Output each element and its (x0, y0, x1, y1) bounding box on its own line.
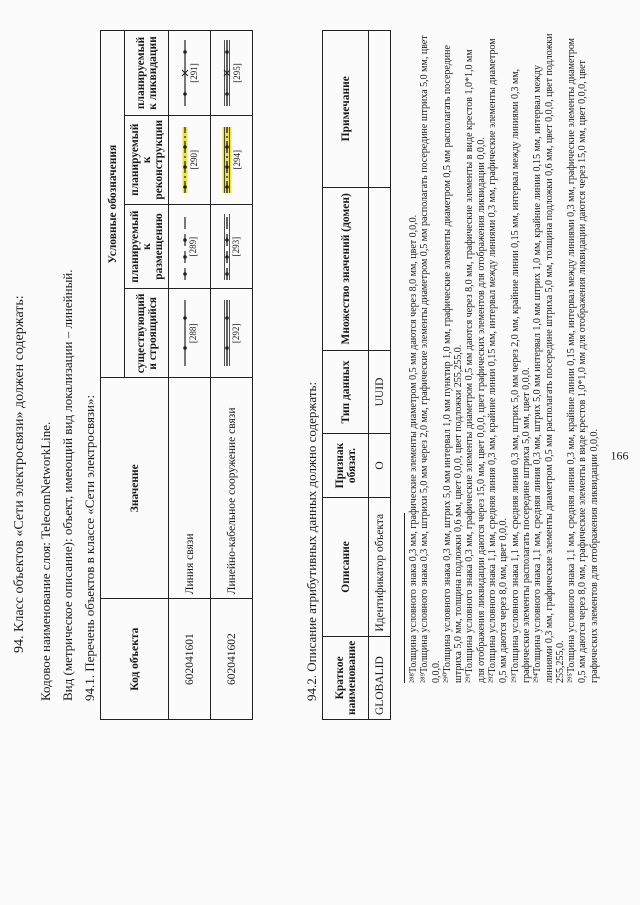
symbol-cell (169, 289, 211, 378)
attr-type: UUID (369, 351, 391, 434)
footnote-ref: [295] (231, 63, 242, 83)
col-meaning: Значение (101, 378, 169, 599)
symbol-cell (169, 31, 211, 116)
objects-table (100, 30, 253, 720)
symbol-line-recon (181, 125, 189, 195)
footnote-289: ²⁸⁹Толщина условного знака 0,3 мм, штрихи 5,0 мм через 2,0 мм, графические элементы диаметром 0,5 мм располагать посередине штриха 5,0 мм, цвет 0,0,0. (419, 35, 442, 683)
footnote-ref: [291] (188, 63, 199, 83)
symbol-cell (211, 289, 253, 378)
object-meaning: Линейно-кабельное сооружение связи (211, 378, 253, 599)
footnote-294: ²⁹⁴Толщина условного знака 1,1 мм, средняя линия 0,3 мм, штрих 5,0 мм интервал 1,0 мм штрих 1,0 мм, крайние линии 0,15 мм, интервал между линиями 0,3 мм, графические элементы диаметром 0,5 мм располагать посередине штриха 5,0 мм, толщина подложки 0,6 мм, цвет 0,0,0, цвет подложки 255,255,0. (532, 33, 566, 683)
symbol-cell (211, 31, 253, 116)
attr-desc: Идентификатор объекта (369, 498, 391, 636)
footnote-ref: [293] (230, 236, 241, 257)
col-existing: существующий и строящийся (125, 289, 169, 378)
footnote-ref: [290] (188, 150, 199, 170)
footnote-295: ²⁹⁵Толщина условного знака 1,1 мм, средняя линия 0,3 мм, крайние линии 0,15 мм, интервал между линиями 0,3 мм, графические элементы диаметром 0,5 мм даются через 8,0 мм, графические элементы в виде крестов 1,0*1,0 мм для отображения ликвидации даются через 15,0 мм, цвет 0,0,0, цвет графических элементов для отображения ликвидации 0,0,0. (566, 37, 600, 683)
objects-list-title: 94.1. Перечень объектов в классе «Сети электросвязи»: (82, 394, 97, 701)
class-heading: 94. Класс объектов «Сети электросвязи» должен содержать: (12, 295, 27, 653)
symbol-cell (169, 204, 211, 289)
attr-short: GLOBALID (369, 636, 391, 719)
footnote-290: ²⁹⁰Толщина условного знака 0,3 мм, штрих 5,0 мм интервал 1,0 мм пунктир 1,0 мм, графические элементы диаметром 0,5 мм располагать посередине штриха 5,0 мм, толщина подложки 0,6 мм, цвет 0,0,0, цвет подложки 255,255,0. (441, 45, 465, 683)
geometry-view: Вид (метрическое описание): объект, имеющий вид локализации – линейный. (60, 269, 75, 701)
attr-required: О (369, 433, 391, 497)
symbol-cable-recon (222, 125, 232, 195)
symbol-cell (211, 204, 253, 289)
col-domain: Множество значений (домен) (323, 187, 369, 351)
footnote-293: ²⁹³Толщина условного знака 1,1 мм, средняя линия 0,3 мм, штрих 5,0 мм через 2,0 мм, крайние линии 0,15 мм, интервал между линиями 0,3 мм, графические элементы располагать посередине штриха 5,0 мм, цвет 0,0,0. (509, 68, 532, 683)
col-description: Описание (323, 498, 369, 636)
attr-title: 94.2. Описание атрибутивных данных должно содержать: (304, 381, 319, 701)
col-planned-liq: планируемый к ликвидации (125, 31, 169, 116)
footnote-ref: [294] (231, 150, 242, 170)
object-meaning: Линия связи (169, 378, 211, 599)
footnote-ref: [292] (230, 323, 241, 344)
table-row (211, 31, 253, 720)
attributes-table (322, 30, 391, 720)
footnote-ref: [289] (187, 236, 198, 257)
table-row (169, 31, 211, 720)
symbol-cell (169, 115, 211, 204)
col-data-type: Тип данных (323, 351, 369, 434)
col-planned-place: планируемый к размещению (125, 204, 169, 289)
symbol-cable-liquidation (222, 38, 232, 108)
attr-domain (369, 187, 391, 351)
layer-code: Кодовое наименование слоя: TelecomNetworkLine. (38, 421, 53, 701)
footnote-ref: [288] (187, 323, 198, 344)
symbol-cable-existing (223, 298, 231, 368)
footnote-292: ²⁹²Толщина условного знака 1,1 мм, средняя линия 0,3 мм, крайние линии 0,15 мм, интервал между линиями 0,3 мм, графические элементы диаметром 0,5 мм даются через 8,0 мм, цвет 0,0,0. (487, 38, 510, 683)
symbol-line-liquidation (181, 38, 189, 108)
footnote-separator (404, 513, 405, 683)
table-row (369, 31, 391, 720)
col-planned-recon: планируемый к реконструкции (125, 115, 169, 204)
attr-note (369, 31, 391, 188)
col-note: Примечание (323, 31, 369, 188)
footnote-288: ²⁸⁸Толщина условного знака 0,3 мм, графические элементы диаметром 0,5 мм даются через 8,0 мм, цвет 0,0,0. (408, 214, 419, 683)
object-code: 602041601 (169, 599, 211, 720)
col-symbols: Условные обозначения (101, 31, 125, 378)
symbol-cable-planned (223, 212, 231, 282)
col-required: Признак обязат. (323, 433, 369, 497)
object-code: 602041602 (211, 599, 253, 720)
symbol-cell (211, 115, 253, 204)
page-number: 166 (610, 448, 629, 463)
col-short-name: Краткое наименование (323, 636, 369, 719)
footnote-291: ²⁹¹Толщина условного знака 0,3 мм, графические элементы диаметром 0,5 мм даются через 8,0 мм, графические элементы в виде крестов 1,0*1,0 мм для отображения ликвидации даются через 15,0 мм, цвет 0,0,0, цвет графических элементов для отображения ликвидации 0,0,0. (464, 49, 487, 683)
col-code: Код объекта (101, 599, 169, 720)
footnotes (408, 33, 600, 683)
